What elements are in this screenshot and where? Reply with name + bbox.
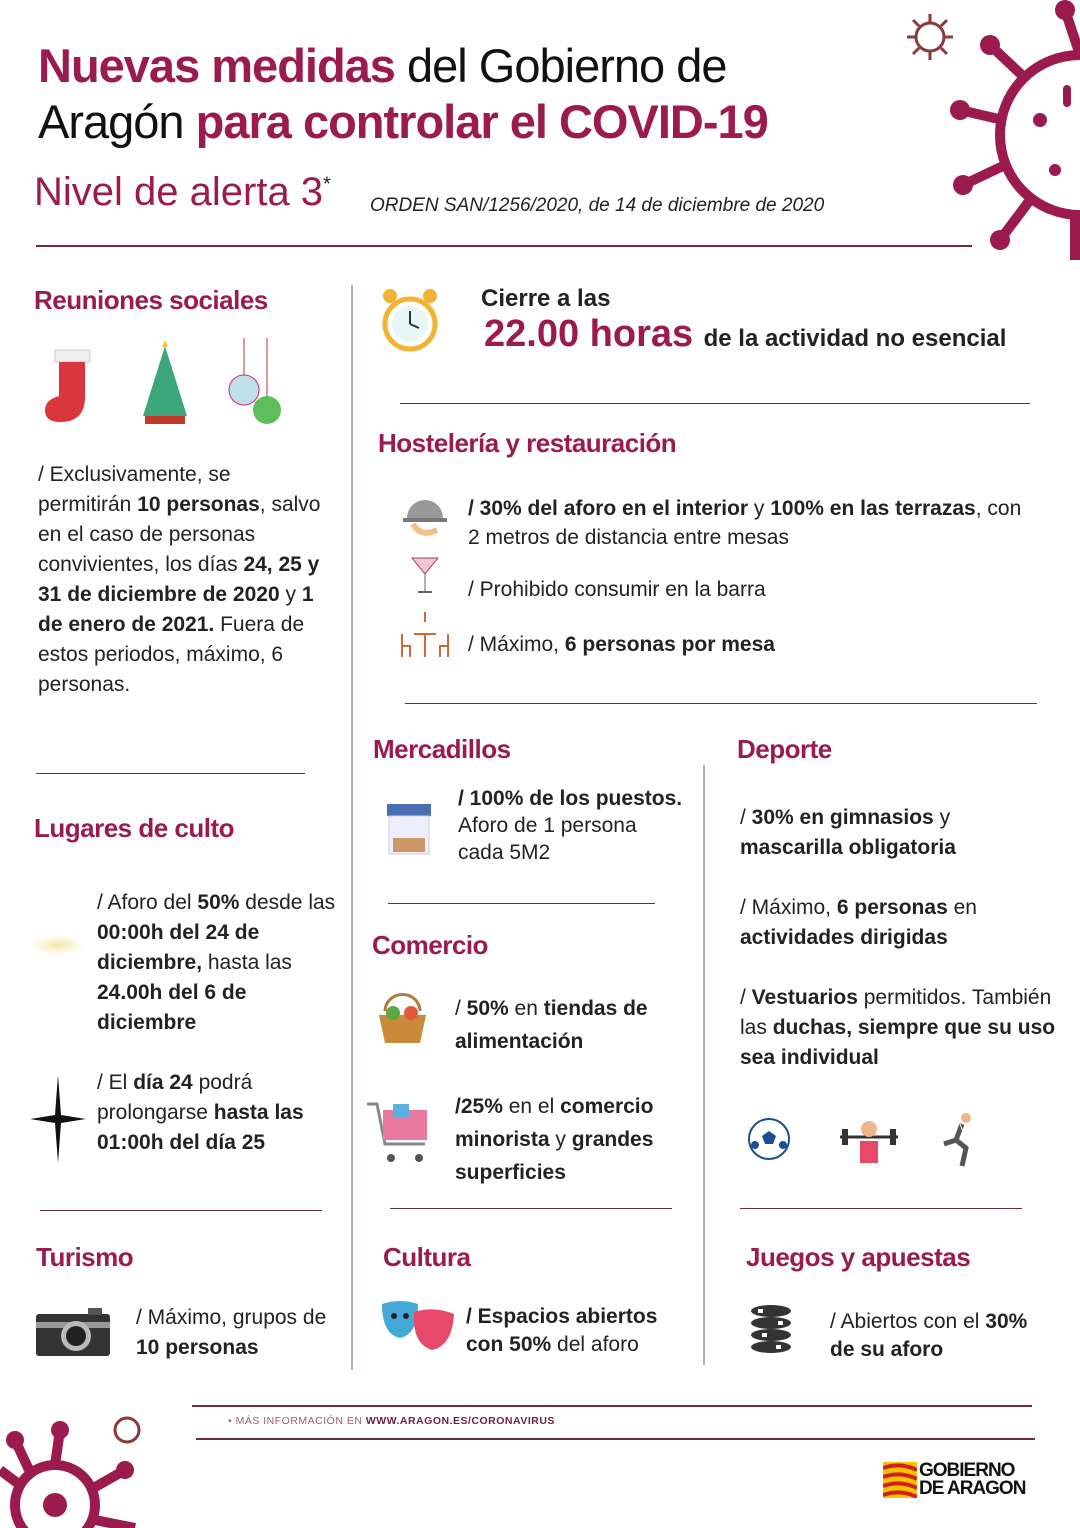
bold-text-segment: 100% en las terrazas xyxy=(770,497,976,520)
virus-icon xyxy=(0,1410,150,1528)
text-segment: / Máximo, grupos de xyxy=(136,1306,327,1329)
small-virus-icon xyxy=(905,12,955,62)
bold-text-segment: hasta las 01:00h del día 25 xyxy=(97,1101,304,1154)
hosteleria-item xyxy=(468,494,1038,552)
text-segment: , con 2 metros de distancia entre mesas xyxy=(468,497,1022,549)
text-segment: Fuera de estos periodos, máximo, 6 personas. xyxy=(38,613,305,696)
theater-masks-icon xyxy=(380,1300,456,1354)
text-segment: en xyxy=(947,896,977,919)
text-segment: permitidos. También las xyxy=(740,986,1052,1039)
weightlifter-icon xyxy=(838,1115,900,1165)
text-segment: desde las xyxy=(239,891,336,914)
section-title-reuniones: Reuniones sociales xyxy=(34,285,268,315)
bold-text-segment: 1 de enero de 2021. xyxy=(38,583,314,636)
text-segment: en xyxy=(508,997,544,1020)
section-title-mercadillos: Mercadillos xyxy=(373,734,511,764)
more-info-link[interactable]: WWW.ARAGON.ES/CORONAVIRUS xyxy=(365,1415,555,1427)
text-segment: del Gobierno de xyxy=(394,39,727,92)
logo-line-1: GOBIERNO xyxy=(919,1460,1015,1481)
christmas-tree-icon xyxy=(135,338,195,428)
culto-text-2 xyxy=(97,1068,337,1158)
section-title-hosteleria: Hostelería y restauración xyxy=(378,428,677,458)
bold-text-segment: / Espacios abiertos con 50% xyxy=(466,1305,658,1356)
text-segment: podrá prolongarse xyxy=(97,1071,253,1124)
divider xyxy=(405,703,1037,704)
section-title-deporte: Deporte xyxy=(737,734,832,764)
text-segment: / Máximo, xyxy=(740,896,837,919)
serving-cloche-icon xyxy=(403,492,447,540)
alert-level xyxy=(34,170,331,215)
cocktail-icon xyxy=(410,552,440,596)
bold-text-segment: tiendas de alimentación xyxy=(455,997,648,1053)
cierre-post: de la actividad no esencial xyxy=(703,325,1007,352)
bold-text-segment: / 100% de los puestos. xyxy=(458,787,683,810)
text-segment: / Máximo, xyxy=(468,633,565,656)
more-info: • MÁS INFORMACIÓN EN WWW.ARAGON.ES/CORONAVIRUS xyxy=(228,1415,555,1427)
bold-text-segment: mascarilla obligatoria xyxy=(740,836,956,859)
bold-text-segment: grandes superficies xyxy=(455,1128,654,1184)
section-title-comercio: Comercio xyxy=(372,930,488,960)
text-segment: en el xyxy=(502,1095,561,1118)
aragon-flag-icon xyxy=(883,1462,917,1498)
text-segment: / Prohibido consumir en la barra xyxy=(468,578,766,601)
text-segment: / xyxy=(740,986,752,1009)
section-title-culto: Lugares de culto xyxy=(34,813,235,843)
bold-text-segment: 24.00h del 6 de diciembre xyxy=(97,981,247,1034)
deporte-item-3 xyxy=(740,983,1060,1073)
divider xyxy=(192,1405,1032,1407)
cierre-time-value: 22.00 horas xyxy=(484,313,694,355)
bold-text-segment: / 30% del aforo en el interior xyxy=(468,497,749,520)
bold-text-segment: 30% en gimnasios xyxy=(751,806,934,829)
text-segment: / Exclusivamente, se permitirán xyxy=(38,463,231,516)
camera-icon xyxy=(36,1308,110,1356)
reuniones-text xyxy=(38,460,328,700)
logo-line-2: DE ARAGON xyxy=(919,1478,1026,1499)
gobierno-aragon-logo xyxy=(883,1462,1025,1498)
alert-level-text: Nivel de alerta 3 xyxy=(34,170,324,214)
soccer-ball-icon xyxy=(747,1117,791,1161)
text-segment: / Aforo del xyxy=(97,891,198,914)
bold-text-segment: 50% xyxy=(466,997,509,1020)
text-segment: / xyxy=(455,997,467,1020)
juegos-text xyxy=(830,1308,1030,1364)
text-segment: hasta las xyxy=(202,951,292,974)
bold-text-segment: /25% xyxy=(455,1095,503,1118)
star-icon xyxy=(30,1075,86,1163)
more-info-label: MÁS INFORMACIÓN EN xyxy=(235,1415,366,1427)
casino-chips-icon xyxy=(748,1303,794,1357)
hosteleria-item xyxy=(468,575,1028,605)
bold-text-segment: para controlar el COVID-19 xyxy=(195,95,768,148)
bold-text-segment: 10 personas xyxy=(136,1336,259,1359)
divider xyxy=(36,773,305,774)
section-title-juegos: Juegos y apuestas xyxy=(746,1242,971,1272)
text-segment: Aragón xyxy=(38,95,196,148)
christmas-stocking-icon xyxy=(45,342,100,427)
bold-text-segment: Vestuarios xyxy=(751,986,858,1009)
cierre-time xyxy=(484,313,1006,356)
divider xyxy=(388,903,655,904)
comercio-item-1 xyxy=(455,992,695,1058)
hosteleria-item xyxy=(468,630,1028,660)
shopping-cart-icon xyxy=(367,1100,433,1166)
deporte-item-1 xyxy=(740,803,1040,863)
divider xyxy=(40,1210,322,1211)
bold-text-segment: Nuevas medidas xyxy=(38,39,395,92)
alarm-clock-icon xyxy=(380,284,440,356)
bold-text-segment: 00:00h del 24 de diciembre, xyxy=(97,921,260,974)
bold-text-segment: 6 personas xyxy=(836,896,948,919)
mercadillos-text xyxy=(458,785,683,866)
text-segment: / Abiertos con el xyxy=(830,1310,986,1333)
market-stall-icon xyxy=(385,804,433,856)
alert-mark: * xyxy=(323,173,331,196)
page-title xyxy=(38,38,768,150)
table-chairs-icon xyxy=(400,612,450,660)
christmas-ornaments-icon xyxy=(222,338,287,428)
bold-text-segment: comercio minorista xyxy=(455,1095,654,1151)
grocery-basket-icon xyxy=(375,993,430,1045)
text-segment: , salvo en el caso de personas convivientes, los días xyxy=(38,493,321,576)
bold-text-segment: día 24 xyxy=(133,1071,193,1094)
bold-text-segment: 50% xyxy=(197,891,240,914)
bold-text-segment: 10 personas xyxy=(137,493,260,516)
divider xyxy=(400,403,1030,404)
bold-text-segment: 6 personas por mesa xyxy=(564,633,775,656)
runner-icon xyxy=(942,1112,980,1168)
column-divider xyxy=(703,765,705,1365)
text-segment: y xyxy=(549,1128,572,1151)
cierre-pre: Cierre a las xyxy=(481,285,611,312)
order-reference: ORDEN SAN/1256/2020, de 14 de diciembre de 2020 xyxy=(370,195,825,216)
bold-text-segment: duchas, siempre que su uso sea individual xyxy=(740,1016,1056,1069)
sparkle-icon xyxy=(30,935,85,955)
culto-text-1 xyxy=(97,888,347,1038)
text-segment: y xyxy=(279,583,302,606)
bold-text-segment: 24, 25 y 31 de diciembre de 2020 xyxy=(38,553,320,606)
text-segment: y xyxy=(748,497,771,520)
divider xyxy=(390,1208,672,1209)
text-segment: / El xyxy=(97,1071,134,1094)
divider xyxy=(740,1208,1022,1209)
cultura-text xyxy=(466,1303,696,1359)
section-title-cultura: Cultura xyxy=(383,1242,471,1272)
comercio-item-2 xyxy=(455,1090,700,1189)
text-segment: y xyxy=(933,806,951,829)
bold-text-segment: 30% de su aforo xyxy=(830,1310,1028,1361)
turismo-text xyxy=(136,1303,336,1363)
text-segment: Aforo de 1 persona cada 5M2 xyxy=(458,814,637,864)
divider xyxy=(196,1438,1035,1440)
section-title-turismo: Turismo xyxy=(36,1242,134,1272)
text-segment: del aforo xyxy=(551,1333,639,1356)
bold-text-segment: actividades dirigidas xyxy=(740,926,948,949)
text-segment: / xyxy=(740,806,752,829)
deporte-item-2 xyxy=(740,893,1040,953)
virus-icon xyxy=(945,0,1080,265)
column-divider xyxy=(351,285,353,1370)
divider xyxy=(36,245,972,247)
